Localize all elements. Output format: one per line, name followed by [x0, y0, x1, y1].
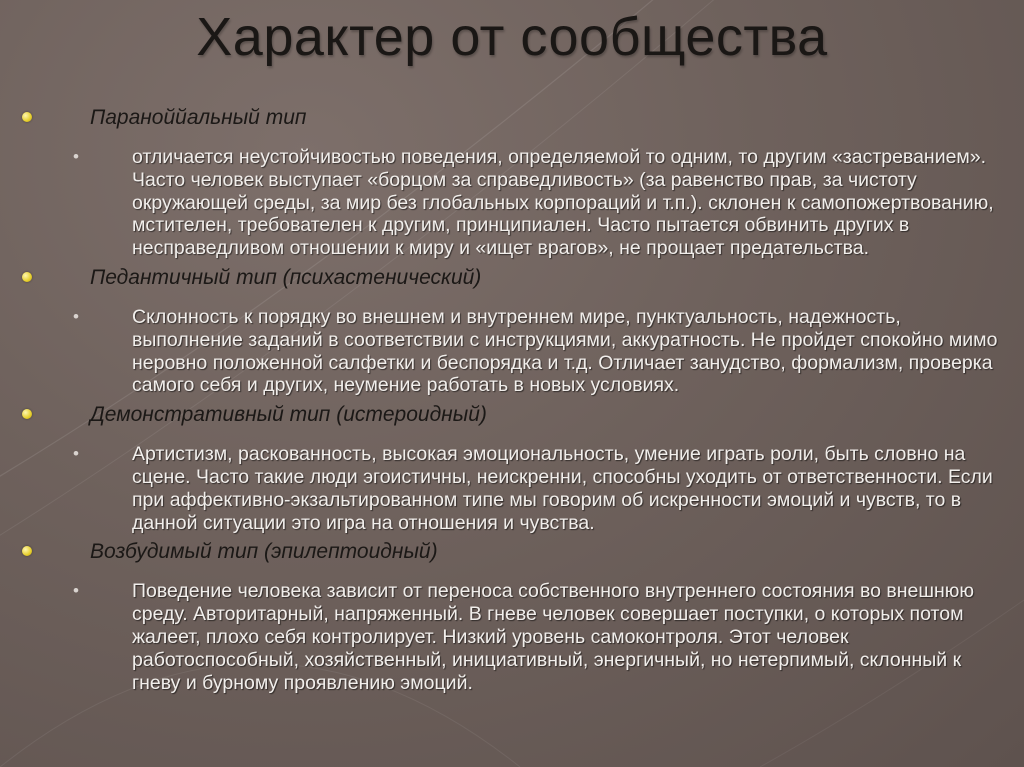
- bullet-icon: [22, 546, 32, 556]
- sub-bullet-icon: •: [73, 147, 79, 166]
- type-description: [0, 146, 1024, 260]
- type-item: [0, 104, 1024, 134]
- type-label: Возбудимый тип (эпилептоидный): [90, 540, 438, 564]
- bullet-icon: [22, 409, 32, 419]
- type-description: [0, 306, 1024, 397]
- sub-bullet-icon: •: [73, 306, 79, 326]
- type-item: [0, 264, 1024, 294]
- type-label: Параноййальный тип: [90, 106, 307, 129]
- type-label: Педантичный тип (психастенический): [90, 265, 482, 289]
- description-text: отличается неустойчивостью поведения, определяемой то одним, то другим «застреванием». Часто человек выступает «борцом за справедливость» (за равенство прав, за чистоту окружающей среды, за мир без глобальных корпораций и т.п.). склонен к самопожертвованию, мстителен, требователен к другим, принципиален. Часто пытается обвинить других в несправедливом отношении к миру и «ищет врагов», не прощает предательства.: [132, 146, 994, 260]
- type-item: [0, 401, 1024, 431]
- slide-title: Характер от сообщества: [196, 7, 828, 67]
- type-label: Демонстративный тип (истероидный): [90, 403, 487, 427]
- description-text: Поведение человека зависит от переноса собственного внутреннего состояния во внешнюю среду. Авторитарный, напряженный. В гневе человек совершает поступки, о которых потом жалеет, плохо себя контролирует. Низкий уровень самоконтроля. Этот человек работоспособный, хозяйственный, инициативный, энергичный, но нетерпимый, склонный к гневу и бурному проявлению эмоций.: [132, 580, 975, 694]
- bullet-icon: [22, 112, 32, 122]
- sub-bullet-icon: •: [73, 581, 79, 601]
- type-description: [0, 443, 1024, 534]
- bullet-icon: [22, 272, 32, 282]
- description-text: Артистизм, раскованность, высокая эмоциональность, умение играть роли, быть словно на сцене. Часто такие люди эгоистичны, неискренни, способны уходить от ответственности. Если при аффективно-экзальтированном типе мы говорим об искренности эмоций и чувств, то в данной ситуации это игра на отношения и чувства.: [132, 443, 993, 534]
- description-text: Склонность к порядку во внешнем и внутреннем мире, пунктуальность, надежность, выполнение заданий в соответствии с инструкциями, аккуратность. Не пройдет спокойно мимо неровно положенной салфетки и беспорядка и т.д. Отличает занудство, формализм, проверка самого себя и других, неумение работать в новых условиях.: [132, 305, 998, 397]
- sub-bullet-icon: •: [73, 444, 79, 464]
- type-item: [0, 538, 1024, 568]
- slide-content: [0, 104, 1024, 694]
- type-description: [0, 580, 1024, 694]
